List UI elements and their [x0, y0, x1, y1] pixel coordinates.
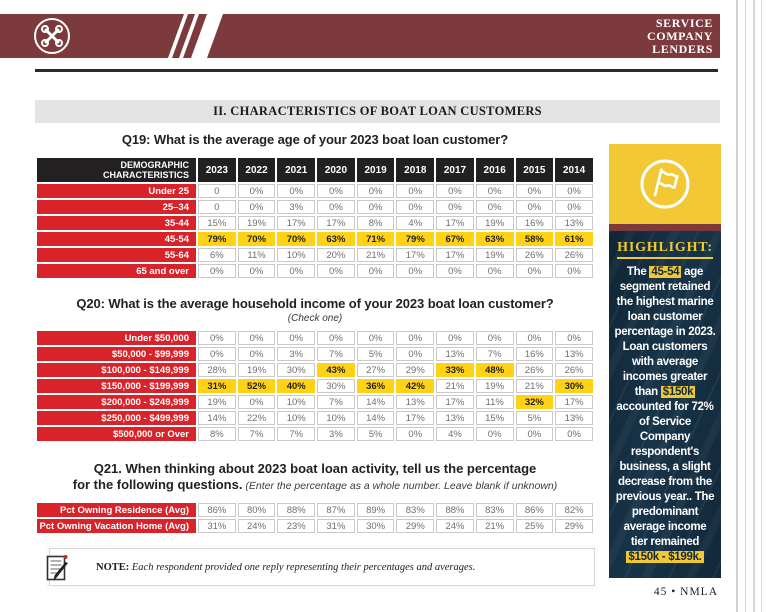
value-cell: 0%	[198, 264, 236, 278]
value-cell: 0%	[396, 264, 434, 278]
highlighted-term: 45-54	[651, 266, 680, 278]
value-cell: 32%	[516, 395, 554, 409]
value-cell: 0%	[238, 347, 276, 361]
value-cell: 20%	[317, 248, 355, 262]
highlight-text-segment: age segment retained the highest marine loan customer percentage in 2023. Loan customers with average incomes greater than	[614, 266, 716, 398]
year-header-cell: 2014	[555, 158, 593, 182]
row-label: Under $50,000	[37, 331, 196, 345]
value-cell: 26%	[516, 248, 554, 262]
company-name-line: COMPANY	[647, 28, 713, 43]
value-cell: 11%	[238, 248, 276, 262]
value-cell: 7%	[476, 347, 514, 361]
value-cell: 70%	[238, 232, 276, 246]
row-label: $100,000 - $149,999	[37, 363, 196, 377]
value-cell: 0%	[555, 427, 593, 441]
table-row	[37, 519, 593, 533]
page-edge-line	[745, 0, 746, 612]
value-cell: 28%	[198, 363, 236, 377]
value-cell: 0%	[396, 184, 434, 198]
value-cell: 19%	[476, 248, 514, 262]
value-cell: 0	[198, 184, 236, 198]
value-cell: 0%	[436, 264, 474, 278]
value-cell: 15%	[476, 411, 514, 425]
table-row	[37, 395, 593, 409]
table-row	[37, 184, 593, 198]
q21-table	[35, 501, 595, 535]
year-header-cell: 2020	[317, 158, 355, 182]
value-cell: 0%	[436, 184, 474, 198]
demographic-header-cell: DEMOGRAPHIC CHARACTERISTICS	[37, 158, 196, 182]
value-cell: 13%	[436, 347, 474, 361]
value-cell: 13%	[555, 411, 593, 425]
value-cell: 0%	[317, 200, 355, 214]
value-cell: 17%	[277, 216, 315, 230]
value-cell: 7%	[317, 395, 355, 409]
highlight-flag-panel	[609, 144, 721, 224]
row-label: Pct Owning Vacation Home (Avg)	[37, 519, 196, 533]
value-cell: 63%	[317, 232, 355, 246]
divider-rule	[35, 69, 718, 72]
value-cell: 0%	[555, 264, 593, 278]
highlight-text	[614, 265, 716, 565]
value-cell: 0%	[516, 331, 554, 345]
year-header-cell: 2021	[277, 158, 315, 182]
value-cell: 83%	[396, 503, 434, 517]
value-cell: 30%	[277, 363, 315, 377]
value-cell: 79%	[396, 232, 434, 246]
row-label: 45-54	[37, 232, 196, 246]
value-cell: 0%	[476, 427, 514, 441]
value-cell: 0%	[238, 395, 276, 409]
value-cell: 0%	[436, 331, 474, 345]
value-cell: 0%	[476, 331, 514, 345]
highlight-panel	[609, 231, 721, 578]
row-label: $250,000 - $499,999	[37, 411, 196, 425]
table-row	[37, 347, 593, 361]
value-cell: 0%	[357, 184, 395, 198]
value-cell: 19%	[238, 216, 276, 230]
value-cell: 3%	[277, 200, 315, 214]
sidebar-divider	[609, 224, 721, 231]
value-cell: 16%	[516, 216, 554, 230]
q19-title: Q19: What is the average age of your 2023 boat loan customer?	[121, 132, 509, 147]
value-cell: 10%	[277, 411, 315, 425]
value-cell: 24%	[238, 519, 276, 533]
value-cell: 29%	[396, 519, 434, 533]
value-cell: 5%	[357, 347, 395, 361]
table-row	[37, 264, 593, 278]
row-label: 55-64	[37, 248, 196, 262]
value-cell: 15%	[198, 216, 236, 230]
value-cell: 79%	[198, 232, 236, 246]
value-cell: 7%	[238, 427, 276, 441]
table-row	[37, 216, 593, 230]
value-cell: 0%	[198, 331, 236, 345]
flag-icon	[638, 157, 692, 211]
row-label: Pct Owning Residence (Avg)	[37, 503, 196, 517]
section-title: II. CHARACTERISTICS OF BOAT LOAN CUSTOMERS	[35, 100, 720, 123]
value-cell: 0%	[357, 331, 395, 345]
year-header-cell: 2015	[516, 158, 554, 182]
value-cell: 0%	[396, 331, 434, 345]
value-cell: 13%	[396, 395, 434, 409]
value-cell: 17%	[436, 395, 474, 409]
value-cell: 3%	[317, 427, 355, 441]
crossed-wrenches-icon	[40, 24, 64, 48]
value-cell: 19%	[476, 379, 514, 393]
value-cell: 30%	[317, 379, 355, 393]
value-cell: 52%	[238, 379, 276, 393]
value-cell: 21%	[516, 379, 554, 393]
row-label: Under 25	[37, 184, 196, 198]
value-cell: 0%	[396, 200, 434, 214]
value-cell: 21%	[476, 519, 514, 533]
year-header-cell: 2017	[436, 158, 474, 182]
value-cell: 71%	[357, 232, 395, 246]
value-cell: 0%	[396, 347, 434, 361]
q21-title-line2-italic: (Enter the percentage as a whole number. Leave blank if unknown)	[242, 480, 558, 492]
value-cell: 0%	[476, 200, 514, 214]
value-cell: 0%	[436, 200, 474, 214]
value-cell: 7%	[317, 347, 355, 361]
value-cell: 0%	[516, 427, 554, 441]
value-cell: 26%	[555, 248, 593, 262]
value-cell: 27%	[357, 363, 395, 377]
value-cell: 0%	[476, 184, 514, 198]
value-cell: 48%	[476, 363, 514, 377]
value-cell: 0%	[555, 184, 593, 198]
value-cell: 0%	[317, 184, 355, 198]
value-cell: 4%	[436, 427, 474, 441]
value-cell: 4%	[396, 216, 434, 230]
company-name-line: SERVICE	[655, 16, 713, 30]
value-cell: 11%	[476, 395, 514, 409]
value-cell: 70%	[277, 232, 315, 246]
note-body: Each respondent provided one reply representing their percentages and averages.	[129, 561, 476, 573]
value-cell: 21%	[436, 379, 474, 393]
value-cell: 89%	[357, 503, 395, 517]
table-row	[37, 503, 593, 517]
value-cell: 0%	[238, 264, 276, 278]
value-cell: 5%	[357, 427, 395, 441]
value-cell: 8%	[198, 427, 236, 441]
highlighted-term: $150k - $199k.	[628, 551, 702, 563]
q21-title-line2-bold: for the following questions.	[72, 477, 243, 492]
value-cell: 0%	[277, 264, 315, 278]
page-edge-line	[736, 0, 738, 612]
value-cell: 0%	[396, 427, 434, 441]
table-header-row	[37, 158, 593, 182]
row-label: $150,000 - $199,999	[37, 379, 196, 393]
company-logo	[34, 18, 70, 54]
notepad-pencil-icon	[45, 553, 71, 588]
year-header-cell: 2023	[198, 158, 236, 182]
value-cell: 58%	[516, 232, 554, 246]
value-cell: 0%	[238, 184, 276, 198]
value-cell: 6%	[198, 248, 236, 262]
table-row	[37, 200, 593, 214]
note-label: NOTE:	[96, 561, 130, 573]
row-label: 65 and over	[37, 264, 196, 278]
row-label: $50,000 - $99,999	[37, 347, 196, 361]
value-cell: 0%	[277, 331, 315, 345]
value-cell: 31%	[198, 379, 236, 393]
value-cell: 0%	[277, 184, 315, 198]
row-label: 25–34	[37, 200, 196, 214]
row-label: $200,000 - $249,999	[37, 395, 196, 409]
value-cell: 42%	[396, 379, 434, 393]
value-cell: 0%	[238, 331, 276, 345]
value-cell: 25%	[516, 519, 554, 533]
value-cell: 7%	[277, 427, 315, 441]
year-header-cell: 2019	[357, 158, 395, 182]
value-cell: 10%	[317, 411, 355, 425]
value-cell: 43%	[317, 363, 355, 377]
table-row	[37, 248, 593, 262]
row-label: $500,000 or Over	[37, 427, 196, 441]
value-cell: 14%	[198, 411, 236, 425]
highlight-sidebar	[609, 144, 721, 578]
value-cell: 0%	[555, 331, 593, 345]
value-cell: 61%	[555, 232, 593, 246]
q19-table	[35, 156, 595, 280]
note-text	[96, 562, 475, 573]
value-cell: 88%	[436, 503, 474, 517]
value-cell: 17%	[436, 248, 474, 262]
value-cell: 29%	[555, 519, 593, 533]
value-cell: 0%	[198, 347, 236, 361]
table-row	[37, 331, 593, 345]
value-cell: 0	[198, 200, 236, 214]
value-cell: 29%	[396, 363, 434, 377]
value-cell: 31%	[198, 519, 236, 533]
value-cell: 82%	[555, 503, 593, 517]
value-cell: 13%	[555, 216, 593, 230]
value-cell: 3%	[277, 347, 315, 361]
value-cell: 40%	[277, 379, 315, 393]
row-label: 35-44	[37, 216, 196, 230]
value-cell: 0%	[317, 264, 355, 278]
value-cell: 24%	[436, 519, 474, 533]
value-cell: 0%	[357, 200, 395, 214]
value-cell: 36%	[357, 379, 395, 393]
highlight-title: HIGHLIGHT:	[617, 240, 713, 259]
value-cell: 31%	[317, 519, 355, 533]
q20-subtitle: (Check one)	[287, 313, 343, 324]
value-cell: 17%	[436, 216, 474, 230]
year-header-cell: 2018	[396, 158, 434, 182]
value-cell: 86%	[516, 503, 554, 517]
table-row	[37, 379, 593, 393]
year-header-cell: 2016	[476, 158, 514, 182]
page-number: 45 • NMLA	[653, 586, 718, 598]
value-cell: 17%	[396, 248, 434, 262]
value-cell: 63%	[476, 232, 514, 246]
page-edge-line	[761, 0, 762, 612]
table-row	[37, 411, 593, 425]
value-cell: 14%	[357, 411, 395, 425]
value-cell: 0%	[516, 200, 554, 214]
value-cell: 67%	[436, 232, 474, 246]
value-cell: 88%	[277, 503, 315, 517]
value-cell: 13%	[555, 347, 593, 361]
value-cell: 30%	[555, 379, 593, 393]
year-header-cell: 2022	[238, 158, 276, 182]
value-cell: 0%	[238, 200, 276, 214]
value-cell: 10%	[277, 248, 315, 262]
value-cell: 30%	[357, 519, 395, 533]
value-cell: 14%	[357, 395, 395, 409]
q21-title-line1: Q21. When thinking about 2023 boat loan activity, tell us the percentage	[93, 461, 537, 476]
q20-table	[35, 329, 595, 443]
value-cell: 0%	[476, 264, 514, 278]
value-cell: 5%	[516, 411, 554, 425]
value-cell: 16%	[516, 347, 554, 361]
value-cell: 87%	[317, 503, 355, 517]
value-cell: 0%	[516, 264, 554, 278]
value-cell: 86%	[198, 503, 236, 517]
value-cell: 13%	[436, 411, 474, 425]
table-row	[37, 363, 593, 377]
value-cell: 19%	[238, 363, 276, 377]
company-name-line: LENDERS	[652, 41, 713, 56]
value-cell: 19%	[476, 216, 514, 230]
value-cell: 80%	[238, 503, 276, 517]
company-name	[647, 17, 713, 55]
value-cell: 21%	[357, 248, 395, 262]
value-cell: 0%	[317, 331, 355, 345]
q20-title: Q20: What is the average household income of your 2023 boat loan customer?	[76, 296, 554, 311]
value-cell: 8%	[357, 216, 395, 230]
value-cell: 10%	[277, 395, 315, 409]
value-cell: 0%	[516, 184, 554, 198]
value-cell: 83%	[476, 503, 514, 517]
value-cell: 17%	[555, 395, 593, 409]
page-edge-line	[753, 0, 755, 612]
value-cell: 26%	[516, 363, 554, 377]
q21-title	[35, 461, 595, 494]
value-cell: 22%	[238, 411, 276, 425]
value-cell: 26%	[555, 363, 593, 377]
highlighted-term: $150k	[662, 386, 694, 398]
value-cell: 19%	[198, 395, 236, 409]
value-cell: 0%	[555, 200, 593, 214]
header-bar	[0, 14, 720, 58]
value-cell: 0%	[357, 264, 395, 278]
highlight-text-segment: accounted for 72% of Service Company respondent's business, a slight decrease from the previous year.. The predominant average income tier remained	[615, 401, 715, 548]
table-row	[37, 232, 593, 246]
table-row	[37, 427, 593, 441]
value-cell: 33%	[436, 363, 474, 377]
highlight-text-segment: The	[626, 266, 650, 278]
value-cell: 17%	[396, 411, 434, 425]
note-box	[49, 548, 595, 586]
value-cell: 17%	[317, 216, 355, 230]
q21-title-line2	[35, 477, 595, 494]
value-cell: 23%	[277, 519, 315, 533]
q19-table-header	[37, 158, 593, 182]
